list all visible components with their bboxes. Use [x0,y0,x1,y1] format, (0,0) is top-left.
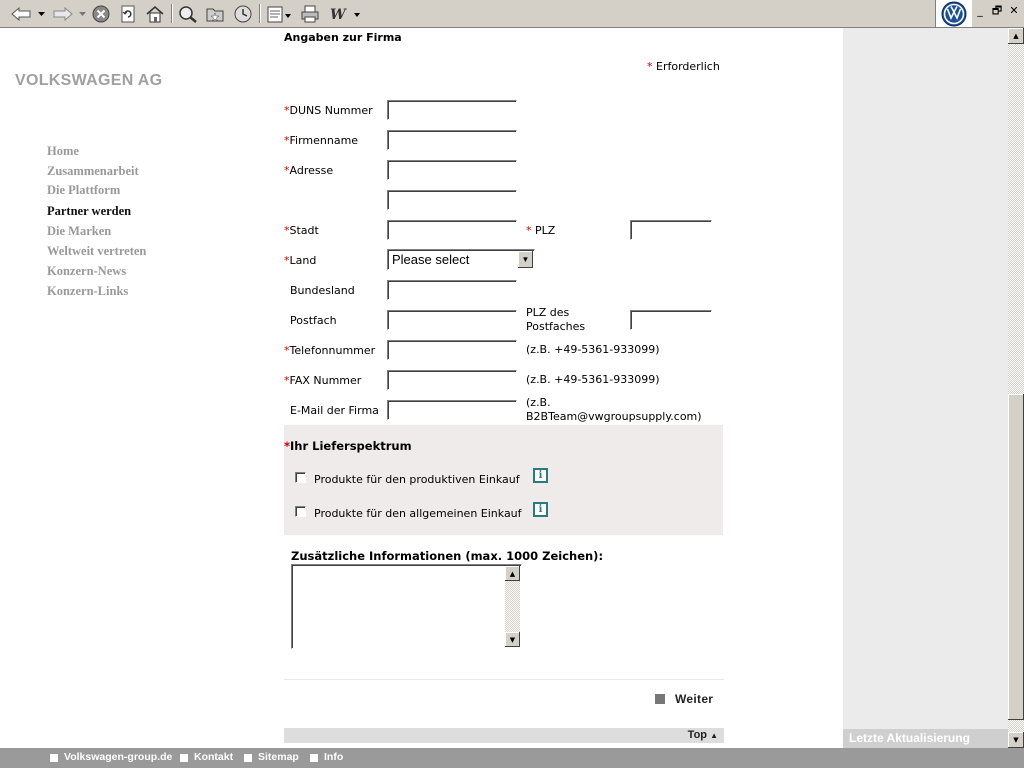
favorites-icon[interactable] [203,3,227,24]
country-label: *Land [284,254,317,267]
section-title: Angaben zur Firma [284,31,402,44]
top-link[interactable]: Top ▲ [687,729,718,741]
bullet-icon [244,754,252,762]
chevron-down-icon[interactable]: ▼ [518,251,533,268]
browser-toolbar [0,0,1024,28]
page-scrollbar[interactable] [1008,28,1024,748]
company-label: *Firmenname [284,134,359,147]
refresh-icon[interactable] [117,3,139,24]
supply-title: *Ihr Lieferspektrum [284,439,412,453]
phone-input[interactable] [387,340,517,360]
pobox-zip-label: PLZ des Postfaches [526,306,586,333]
duns-label: *DUNS Nummer [284,104,373,117]
general-purchase-checkbox[interactable] [295,506,306,517]
back-icon[interactable] [8,3,34,24]
required-note-text: Erforderlich [656,60,720,73]
duns-input[interactable] [387,100,517,120]
nav-item-zusammenarbeit[interactable]: Zusammenarbeit [47,164,139,178]
city-label: *Stadt [284,224,319,237]
pobox-label: Postfach [290,314,337,327]
weiter-bullet-icon [655,694,665,704]
bullet-icon [310,754,318,762]
nav-item-home[interactable]: Home [47,144,79,158]
email-input[interactable] [387,400,517,420]
forward-dropdown-icon[interactable] [77,3,87,24]
scroll-thumb[interactable] [1008,394,1024,720]
search-icon[interactable] [176,3,200,24]
footer [0,748,1024,768]
nav-item-konzern-links[interactable]: Konzern-Links [47,284,129,298]
textarea-scrollbar[interactable] [505,566,520,647]
scroll-up-icon[interactable]: ▲ [1008,28,1024,44]
last-update-label: Letzte Aktualisierung [843,729,1008,748]
additional-info-label: Zusätzliche Informationen (max. 1000 Zeichen): [291,549,604,563]
fax-input[interactable] [387,370,517,390]
nav-item-konzern-news[interactable]: Konzern-News [47,264,127,278]
next-button[interactable]: Weiter [675,692,714,706]
restore-icon[interactable]: 🗗 [991,4,1003,17]
required-note [647,60,720,73]
nav-item-plattform[interactable]: Die Plattform [47,183,121,197]
email-label: E-Mail der Firma [290,404,379,417]
pobox-zip-input[interactable] [630,310,712,330]
productive-purchase-label: Produkte für den produktiven Einkauf [314,473,520,486]
footer-link-info[interactable]: Info [324,751,344,763]
address-line2-input[interactable] [387,190,517,210]
additional-info-textarea[interactable] [291,564,522,649]
nav-item-weltweit[interactable]: Weltweit vertreten [47,244,147,258]
address-input[interactable] [387,160,517,180]
pobox-input[interactable] [387,310,517,330]
stop-icon[interactable] [90,3,112,24]
email-hint: (z.B. B2BTeam@vwgroupsupply.com) [526,396,702,423]
fax-label: *FAX Nummer [284,374,362,387]
zip-input[interactable] [630,220,712,240]
country-select[interactable] [387,249,535,270]
edit-icon[interactable] [326,3,362,24]
nav-item-partner-werden[interactable]: Partner werden [47,204,132,218]
forward-icon[interactable] [50,3,76,24]
city-input[interactable] [387,220,517,240]
required-marker: * [647,60,653,73]
scroll-up-icon[interactable]: ▲ [505,566,520,581]
general-purchase-label: Produkte für den allgemeinen Einkauf [314,507,522,520]
right-panel [843,28,1008,748]
address-label: *Adresse [284,164,334,177]
mail-icon[interactable] [264,3,294,24]
phone-label: *Telefonnummer [284,344,376,357]
minimize-icon[interactable]: _ [977,4,983,17]
brand-title: VOLKSWAGEN AG [15,72,163,89]
bullet-icon [50,754,58,762]
info-icon[interactable]: i [533,502,548,517]
divider [284,679,724,680]
bullet-icon [180,754,188,762]
footer-link-vwgroup[interactable]: Volkswagen-group.de [64,751,173,763]
country-select-value: Please select [392,252,470,267]
print-icon[interactable] [298,3,322,24]
top-bar [284,728,724,743]
close-icon[interactable]: ✕ [1009,4,1019,17]
fax-hint: (z.B. +49-5361-933099) [526,373,660,386]
scroll-down-icon[interactable]: ▼ [505,632,520,647]
home-icon[interactable] [143,3,167,24]
back-dropdown-icon[interactable] [36,3,46,24]
info-icon[interactable]: i [533,468,548,483]
company-input[interactable] [387,130,517,150]
scroll-down-icon[interactable]: ▼ [1008,732,1024,748]
vw-logo-icon [935,0,972,27]
svg-text:W: W [330,6,346,23]
state-label: Bundesland [290,284,355,297]
productive-purchase-checkbox[interactable] [295,472,306,483]
state-input[interactable] [387,280,517,300]
history-icon[interactable] [231,3,255,24]
phone-hint: (z.B. +49-5361-933099) [526,343,660,356]
arrow-up-icon: ▲ [710,731,718,740]
footer-link-kontakt[interactable]: Kontakt [194,751,234,763]
nav-item-marken[interactable]: Die Marken [47,224,112,238]
zip-label: * PLZ [526,224,556,237]
footer-link-sitemap[interactable]: Sitemap [258,751,299,763]
